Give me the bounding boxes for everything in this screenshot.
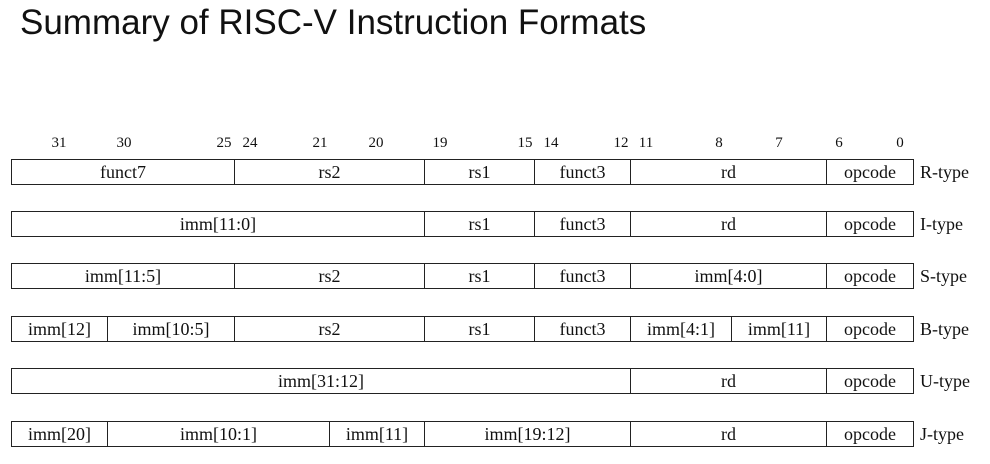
field-opcode: opcode (826, 264, 913, 288)
i-type-label: I-type (920, 214, 963, 234)
u-type-format-row (11, 368, 914, 394)
bit-label-24: 24 (242, 135, 258, 151)
bit-label-15: 15 (517, 135, 533, 151)
b-type-format-row (11, 316, 914, 342)
field-rs1: rs1 (424, 317, 534, 341)
field-imm-10-1: imm[10:1] (107, 422, 329, 446)
bit-label-0: 0 (896, 135, 904, 151)
field-funct3: funct3 (534, 317, 630, 341)
field-rs2: rs2 (234, 160, 424, 184)
field-imm-4-1: imm[4:1] (630, 317, 731, 341)
field-imm-31-12: imm[31:12] (278, 370, 364, 391)
field-rd: rd (630, 212, 826, 236)
bit-label-12: 12 (613, 135, 629, 151)
r-type-label: R-type (920, 162, 969, 182)
field-imm-4-0: imm[4:0] (630, 264, 826, 288)
field-rs2: rs2 (234, 317, 424, 341)
j-type-format-row (11, 421, 914, 447)
field-rd: rd (630, 369, 826, 393)
field-opcode: opcode (826, 317, 913, 341)
field-imm-11-5: imm[11:5] (84, 265, 162, 286)
field-imm-11: imm[11] (329, 422, 424, 446)
bit-label-14: 14 (543, 135, 559, 151)
bit-label-11: 11 (638, 135, 654, 151)
bit-label-6: 6 (835, 135, 843, 151)
b-type-label: B-type (920, 319, 969, 339)
field-funct3: funct3 (534, 212, 630, 236)
field-funct7: funct7 (100, 161, 146, 182)
field-imm-10-5: imm[10:5] (107, 317, 234, 341)
field-rd: rd (630, 422, 826, 446)
field-rs1: rs1 (424, 264, 534, 288)
bit-label-20: 20 (368, 135, 384, 151)
i-type-format-row (11, 211, 914, 237)
bit-position-header (0, 135, 990, 155)
field-rs1: rs1 (424, 212, 534, 236)
field-opcode: opcode (826, 422, 913, 446)
field-opcode: opcode (826, 160, 913, 184)
field-imm-19-12: imm[19:12] (424, 422, 630, 446)
bit-label-30: 30 (116, 135, 132, 151)
field-funct3: funct3 (534, 264, 630, 288)
bit-label-31: 31 (51, 135, 67, 151)
field-rd: rd (630, 160, 826, 184)
s-type-format-row (11, 263, 914, 289)
r-type-format-row (11, 159, 914, 185)
field-funct3: funct3 (534, 160, 630, 184)
field-rs2: rs2 (234, 264, 424, 288)
field-imm-11: imm[11] (731, 317, 826, 341)
field-opcode: opcode (826, 212, 913, 236)
u-type-label: U-type (920, 371, 970, 391)
s-type-label: S-type (920, 266, 967, 286)
bit-label-8: 8 (715, 135, 723, 151)
bit-label-19: 19 (432, 135, 448, 151)
j-type-label: J-type (920, 424, 964, 444)
field-imm-11-0: imm[11:0] (179, 213, 257, 234)
page-title: Summary of RISC-V Instruction Formats (20, 3, 647, 42)
field-opcode: opcode (826, 369, 913, 393)
field-imm-12: imm[12] (28, 318, 91, 339)
field-imm-20: imm[20] (28, 423, 91, 444)
field-rs1: rs1 (424, 160, 534, 184)
bit-label-7: 7 (775, 135, 783, 151)
bit-label-21: 21 (312, 135, 328, 151)
bit-label-25: 25 (216, 135, 232, 151)
